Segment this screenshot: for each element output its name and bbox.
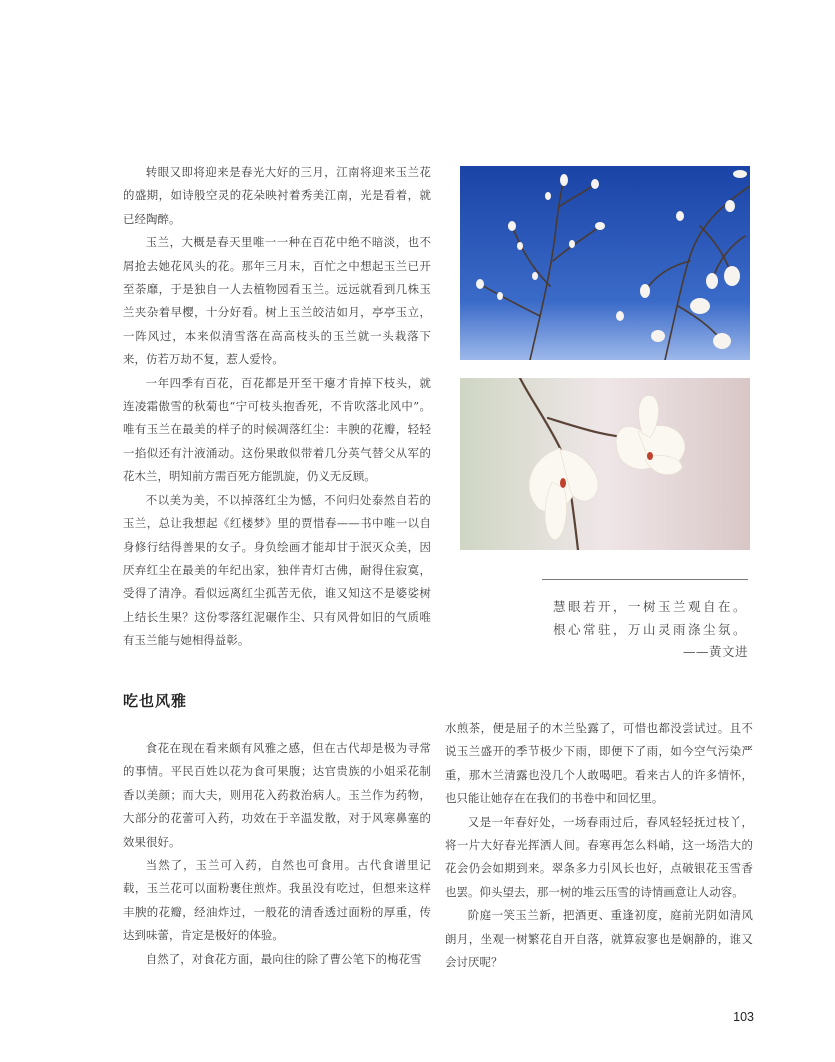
magnolia-flower-photo [460,378,750,550]
section-left-column [123,737,431,971]
intro-paragraph: 不以美为美，不以掉落红尘为憾，不问归处泰然自若的玉兰，总让我想起《红楼梦》里的贾惜春——书中唯一以自身修行结得善果的女子。身负绘画才能却甘于泯灭众美，因厌弃红尘在最美的年纪出家，独伴青灯古佛，耐得住寂寞，受得了清净。看似远离红尘孤苦无依，谁又知这不是婆娑树上结长生果？这份零落红泥碾作尘、只有风骨如旧的气质唯有玉兰能与她相得益彰。 [123,492,431,648]
magnolia-sky-illustration [460,166,750,360]
section-heading: 吃也风雅 [123,692,188,710]
intro-paragraph: 一年四季有百花，百花都是开至干瘪才肯掉下枝头，就连凌霜傲雪的秋菊也“宁可枝头抱香死，不肯吹落北风中”。唯有玉兰在最美的样子的时候凋落红尘：丰腴的花瓣，轻轻一掐似还有汁液涌动。这份果敢似带着几分英气替父从军的花木兰，明知前方需百死方能凯旋，仍义无反顾。 [123,375,431,484]
page-number: 103 [733,1010,754,1024]
section-paragraph: 阶庭一笑玉兰新，把酒更、重逢初度，庭前光阴如清风朗月，坐观一树繁花自开自落，就算寂寥也是娴静的，谁又会讨厌呢？ [445,908,753,970]
section-paragraph: 又是一年春好处，一场春雨过后，春风轻轻抚过枝丫，将一片大好春光挥洒人间。春寒再怎么料峭，这一场浩大的花会仍会如期到来。翠条多力引风长也好，点破银花玉雪香也罢。仰头望去，那一树的堆云压雪的诗情画意让人动容。 [445,814,753,899]
section-paragraph: 食花在现在看来颇有风雅之感，但在古代却是极为寻常的事情。平民百姓以花为食可果腹；达官贵族的小姐采花制香以美颜；而大夫，则用花入药救治病人。玉兰作为药物，大部分的花蕾可入药，功效在于辛温发散，对于风寒鼻塞的效果很好。 [123,741,431,849]
magnolia-flower-illustration [460,378,750,550]
section-right-column [445,717,753,974]
quote-line: 根心常驻，万山灵雨涤尘氛。 [552,621,748,637]
poem-quote [500,596,748,664]
section-paragraph: 自然了，对食花方面，最向往的除了曹公笔下的梅花雪 [145,951,422,966]
quote-divider [542,579,748,580]
section-paragraph-continued: 水煎茶，便是屈子的木兰坠露了，可惜也都没尝试过。且不说玉兰盛开的季节极少下雨，即便下了雨，如今空气污染严重，那木兰清露也没几个人敢喝吧。看来古人的许多情怀，也只能让她存在在我们的书卷中和回忆里。 [445,721,753,806]
magnolia-sky-photo [460,166,750,360]
section-paragraph: 当然了，玉兰可入药，自然也可食用。古代食谱里记载，玉兰花可以面粉裹住煎炸。我虽没有吃过，但想来这样丰腴的花瓣，经油炸过，一般花的清香透过面粉的厚重，传达到味蕾，肯定是极好的体验。 [123,858,431,943]
intro-paragraph: 转眼又即将迎来是春光大好的三月，江南将迎来玉兰花的盛期，如诗般空灵的花朵映衬着秀美江南，光是看着，就已经陶醉。 [123,165,431,226]
quote-author: ——黄文进 [682,644,748,659]
quote-line: 慧眼若开，一树玉兰观自在。 [552,599,748,614]
intro-paragraph: 玉兰，大概是春天里唯一一种在百花中绝不暗淡，也不屑抢去她花风头的花。那年三月末，百忙之中想起玉兰已开至荼靡，于是独自一人去植物园看玉兰。远远就看到几株玉兰夹杂着早樱，十分好看。树上玉兰皎洁如月，亭亭玉立，一阵风过，本来似清雪落在高高枝头的玉兰就一头栽落下来，仿若万劫不复，惹人爱怜。 [123,235,431,367]
intro-text-column [123,161,431,653]
